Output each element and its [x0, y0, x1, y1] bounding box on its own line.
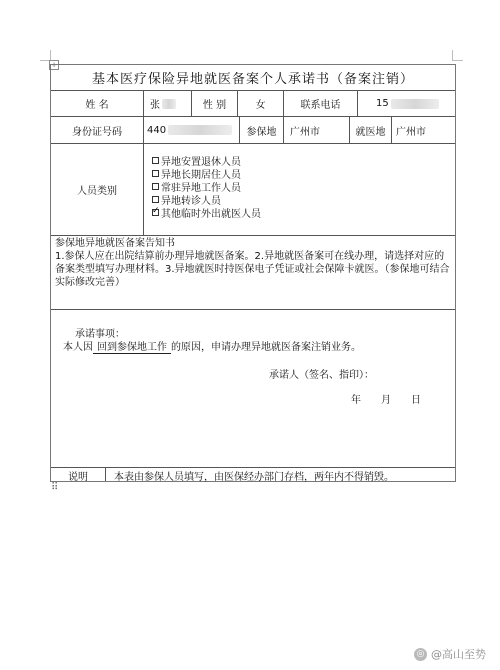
redaction-mask [391, 99, 439, 109]
col-divider [143, 143, 144, 235]
id-field[interactable] [144, 117, 239, 143]
checkbox-icon [152, 157, 159, 164]
commitment-statement [63, 338, 361, 353]
form-title: 基本医疗保险异地就医备案个人承诺书（备案注销） [91, 72, 414, 87]
id-label: 身份证号码 [72, 126, 122, 138]
gender-value[interactable]: 女 [255, 100, 266, 111]
checkbox-checked-icon [152, 209, 159, 216]
insured-place-label: 参保地 [246, 126, 277, 138]
checkbox-icon [152, 196, 159, 203]
notice-heading: 参保地异地就医备案告知书 [55, 238, 175, 249]
notice-section [55, 237, 453, 289]
row-divider [51, 309, 455, 310]
footer-label: 说明 [68, 471, 88, 483]
watermark-logo-icon: ◎ [414, 648, 427, 661]
watermark-text: @高山至势 [431, 648, 486, 661]
phone-label: 联系电话 [300, 100, 341, 111]
watermark [414, 646, 486, 662]
name-value: 张 [150, 100, 160, 111]
redaction-mask [162, 99, 176, 109]
medical-place-label: 就医地 [355, 126, 386, 138]
option-label: 异地安置退休人员 [161, 157, 241, 168]
checkbox-icon [152, 183, 159, 190]
commitment-heading: 承诺事项： [75, 329, 125, 340]
row-divider [51, 235, 455, 236]
category-options [152, 154, 452, 226]
form-table [50, 64, 456, 482]
date-month: 月 [381, 395, 391, 406]
option-label: 常驻异地工作人员 [161, 183, 241, 194]
phone-value: 15 [376, 98, 389, 109]
option-label: 其他临时外出就医人员 [161, 209, 261, 220]
name-label: 姓 名 [85, 100, 109, 111]
option-label: 异地转诊人员 [161, 196, 221, 207]
signer-label: 承诺人（签名、指印）： [269, 370, 374, 381]
phone-field[interactable] [358, 91, 455, 116]
date-day: 日 [411, 395, 421, 406]
notice-body: 1.参保人应在出院结算前办理异地就医备案。2.异地就医备案可在线办理，请选择对应的备案类型填写办理材料。3.异地就医时持医保电子凭证或社会保障卡就医。（参保地可结合实际修改完善） [55, 251, 450, 288]
id-value: 440 [147, 124, 167, 136]
category-option-checked[interactable] [152, 206, 452, 219]
name-field[interactable] [144, 91, 191, 116]
option-label: 异地长期居住人员 [161, 170, 241, 181]
date-year: 年 [351, 395, 361, 406]
statement-suffix: 的原因，申请办理异地就医备案注销业务。 [171, 342, 361, 353]
insured-place-value[interactable]: 广州市 [290, 126, 320, 138]
category-label: 人员类别 [77, 186, 117, 197]
footer-text: 本表由参保人员填写，由医保经办部门存档，两年内不得销毁。 [114, 471, 394, 483]
statement-prefix: 本人因 [63, 342, 93, 353]
crop-mark-top-right [452, 50, 463, 61]
table-move-handle-icon[interactable]: + [49, 60, 59, 70]
checkbox-icon [152, 170, 159, 177]
redaction-mask [168, 125, 232, 135]
gender-label: 性 别 [202, 100, 227, 111]
medical-place-value[interactable]: 广州市 [396, 126, 426, 138]
table-resize-handle-icon[interactable]: ⠿ [51, 482, 58, 493]
reason-field[interactable]: 回到参保地工作 [93, 342, 171, 354]
